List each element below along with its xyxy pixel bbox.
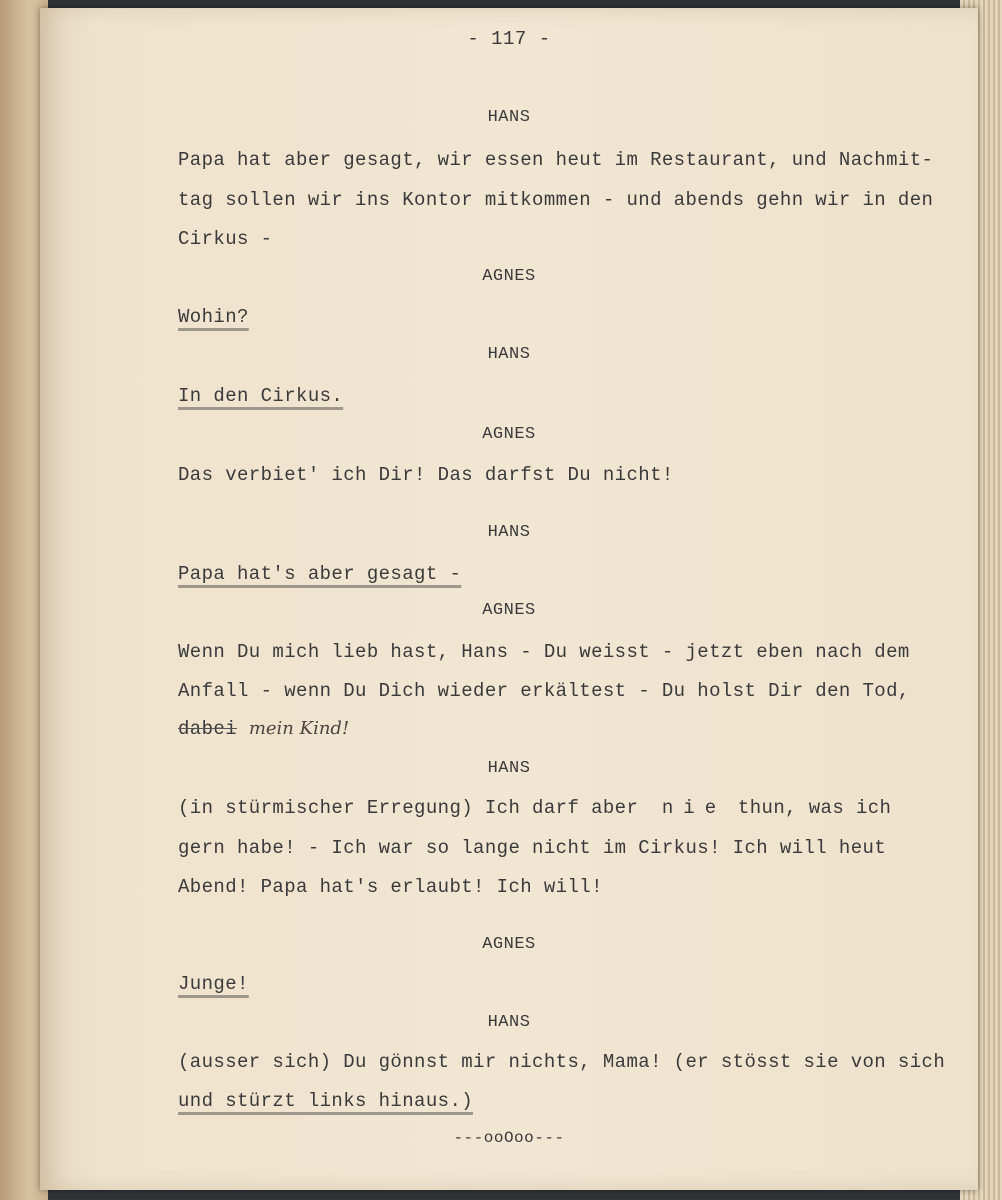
dialogue-line: gern habe! - Ich war so lange nicht im Cirkus! Ich will heut: [178, 837, 887, 859]
dialogue-line: und stürzt links hinaus.): [178, 1090, 474, 1112]
dialogue-line: Cirkus -: [178, 228, 273, 250]
speaker-name: HANS: [487, 108, 531, 127]
dialogue-line: Wohin?: [178, 306, 249, 328]
end-mark: ---ooOoo---: [453, 1129, 565, 1147]
speaker-name: AGNES: [482, 267, 536, 286]
dialogue-line: Das verbiet' ich Dir! Das darfst Du nicht!: [178, 464, 674, 486]
emphasized-word: nie: [661, 797, 727, 819]
correction-line: [178, 718, 349, 740]
speaker-name: HANS: [487, 523, 531, 542]
dialogue-line: (ausser sich) Du gönnst mir nichts, Mama! (er stösst sie von sich: [178, 1051, 946, 1073]
dialogue-line: Junge!: [178, 973, 249, 995]
speaker-name: AGNES: [482, 425, 536, 444]
struck-word: dabei: [178, 718, 238, 740]
speaker-name: AGNES: [482, 935, 536, 954]
speaker-name: HANS: [487, 1013, 531, 1032]
speaker-name: HANS: [487, 345, 531, 364]
dialogue-line: In den Cirkus.: [178, 385, 344, 407]
handwritten-correction: mein Kind!: [248, 718, 350, 739]
dialogue-line: tag sollen wir ins Kontor mitkommen - und abends gehn wir in den: [178, 189, 934, 211]
speaker-name: AGNES: [482, 601, 536, 620]
speaker-name: HANS: [487, 759, 531, 778]
dialogue-fragment: thun, was ich: [737, 797, 892, 819]
dialogue-line: Papa hat aber gesagt, wir essen heut im Restaurant, und Nachmit-: [178, 149, 934, 171]
dialogue-line: Abend! Papa hat's erlaubt! Ich will!: [178, 876, 603, 898]
dialogue-line: Wenn Du mich lieb hast, Hans - Du weisst - jetzt eben nach dem: [178, 641, 910, 663]
dialogue-line: [178, 797, 891, 819]
dialogue-line: Papa hat's aber gesagt -: [178, 563, 462, 585]
page-number: - 117 -: [467, 28, 551, 50]
dialogue-fragment: (in stürmischer Erregung) Ich darf aber: [178, 797, 639, 819]
manuscript-page: [40, 8, 978, 1190]
dialogue-line: Anfall - wenn Du Dich wieder erkältest - Du holst Dir den Tod,: [178, 680, 910, 702]
